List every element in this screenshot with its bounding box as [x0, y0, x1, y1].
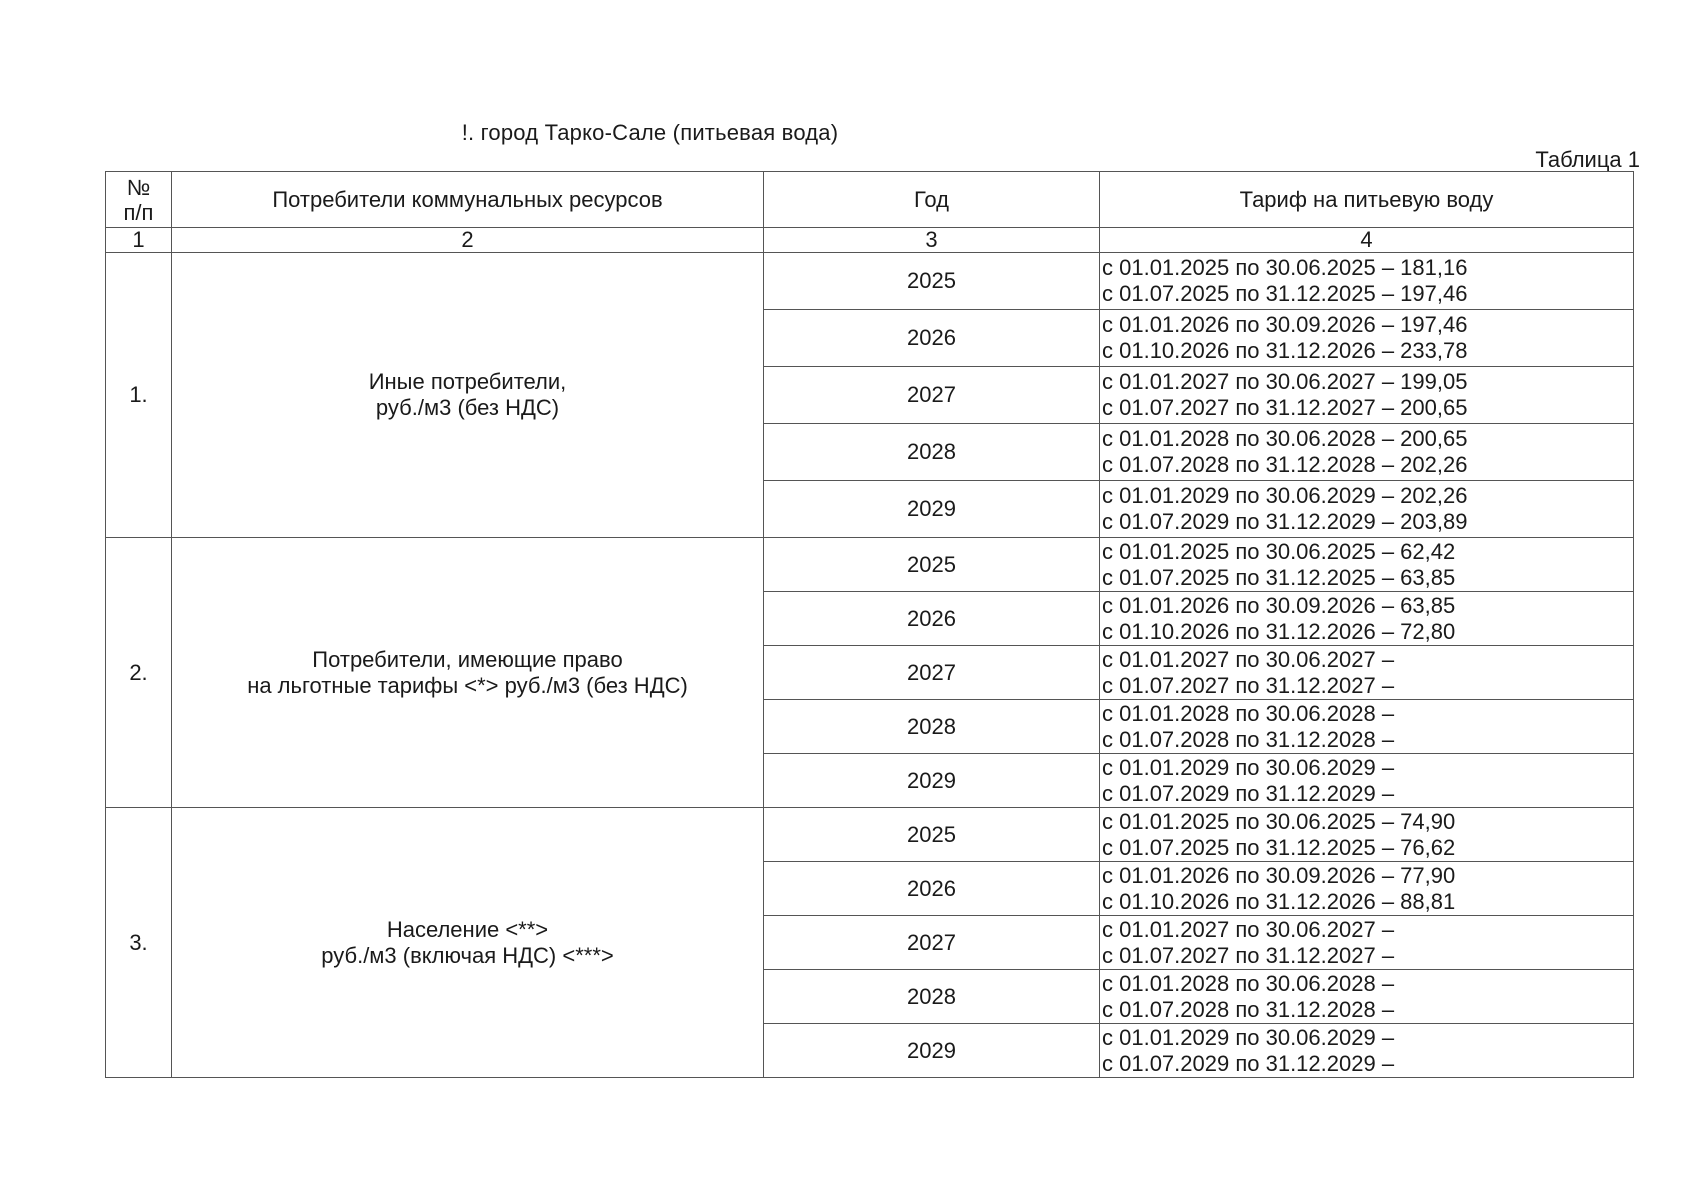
year-cell: 2029: [764, 481, 1100, 538]
tariff-period: с 01.07.2027 по 31.12.2027 – 200,65: [1102, 395, 1468, 420]
header-consumers: Потребители коммунальных ресурсов: [172, 172, 764, 228]
tariff-cell: [1100, 970, 1634, 1024]
tariff-period: с 01.07.2029 по 31.12.2029 – 203,89: [1102, 509, 1468, 534]
tariff-cell: [1100, 424, 1634, 481]
tariff-cell: [1100, 592, 1634, 646]
row-number: 1.: [106, 253, 172, 538]
year-cell: 2027: [764, 916, 1100, 970]
year-cell: 2027: [764, 646, 1100, 700]
consumer-category: [172, 808, 764, 1078]
tariff-period: с 01.07.2028 по 31.12.2028 – 202,26: [1102, 452, 1468, 477]
tariff-period: с 01.01.2029 по 30.06.2029 –: [1102, 1024, 1395, 1050]
document-title: !. город Тарко-Сале (питьевая вода): [461, 120, 839, 145]
year-cell: 2025: [764, 538, 1100, 592]
year-cell: 2025: [764, 253, 1100, 310]
tariff-period: с 01.10.2026 по 31.12.2026 – 88,81: [1102, 888, 1456, 914]
consumer-line: руб./м3 (включая НДС) <***>: [321, 942, 614, 968]
tariff-period: с 01.07.2025 по 31.12.2025 – 197,46: [1102, 281, 1468, 306]
tariff-period: с 01.01.2025 по 30.06.2025 – 181,16: [1102, 255, 1468, 280]
column-number: 1: [106, 228, 172, 253]
tariff-period: с 01.01.2026 по 30.09.2026 – 63,85: [1102, 592, 1456, 618]
year-cell: 2026: [764, 310, 1100, 367]
year-cell: 2027: [764, 367, 1100, 424]
tariff-period: с 01.01.2027 по 30.06.2027 –: [1102, 646, 1395, 672]
consumer-line: на льготные тарифы <*> руб./м3 (без НДС): [247, 672, 688, 698]
row-number: 3.: [106, 808, 172, 1078]
tariff-cell: [1100, 538, 1634, 592]
tariff-period: с 01.07.2028 по 31.12.2028 –: [1102, 726, 1395, 752]
tariff-period: с 01.01.2029 по 30.06.2029 – 202,26: [1102, 483, 1468, 508]
tariff-period: с 01.01.2027 по 30.06.2027 –: [1102, 916, 1395, 942]
tariff-period: с 01.07.2027 по 31.12.2027 –: [1102, 672, 1395, 698]
column-number: 3: [764, 228, 1100, 253]
tariff-period: с 01.07.2029 по 31.12.2029 –: [1102, 780, 1395, 806]
table-row: [106, 253, 1634, 310]
year-cell: 2028: [764, 700, 1100, 754]
consumer-line: Иные потребители,: [368, 369, 567, 394]
consumer-line: Население <**>: [386, 916, 549, 942]
consumer-category: [172, 538, 764, 808]
header-tariff: Тариф на питьевую воду: [1100, 172, 1634, 228]
tariff-cell: [1100, 253, 1634, 310]
year-cell: 2028: [764, 424, 1100, 481]
consumer-line: руб./м3 (без НДС): [375, 395, 560, 420]
column-number: 4: [1100, 228, 1634, 253]
header-num-line2: п/п: [123, 199, 154, 225]
tariff-cell: [1100, 862, 1634, 916]
tariff-period: с 01.01.2028 по 30.06.2028 – 200,65: [1102, 426, 1468, 451]
tariff-cell: [1100, 700, 1634, 754]
tariff-period: с 01.10.2026 по 31.12.2026 – 72,80: [1102, 618, 1456, 644]
year-cell: 2026: [764, 862, 1100, 916]
tariff-cell: [1100, 754, 1634, 808]
header-year: Год: [764, 172, 1100, 228]
tariff-period: с 01.07.2028 по 31.12.2028 –: [1102, 996, 1395, 1022]
tariff-cell: [1100, 481, 1634, 538]
year-cell: 2029: [764, 754, 1100, 808]
consumer-line: Потребители, имеющие право: [312, 646, 623, 672]
tariff-cell: [1100, 310, 1634, 367]
column-number-row: [106, 228, 1634, 253]
tariff-cell: [1100, 916, 1634, 970]
year-cell: 2028: [764, 970, 1100, 1024]
tariff-period: с 01.07.2025 по 31.12.2025 – 63,85: [1102, 564, 1456, 590]
column-number: 2: [172, 228, 764, 253]
tariff-cell: [1100, 1024, 1634, 1078]
tariff-period: с 01.07.2029 по 31.12.2029 –: [1102, 1050, 1395, 1076]
tariff-period: с 01.01.2029 по 30.06.2029 –: [1102, 754, 1395, 780]
tariff-period: с 01.01.2027 по 30.06.2027 – 199,05: [1102, 369, 1468, 394]
tariff-period: с 01.01.2025 по 30.06.2025 – 62,42: [1102, 538, 1456, 564]
year-cell: 2026: [764, 592, 1100, 646]
tariff-cell: [1100, 367, 1634, 424]
tariff-cell: [1100, 646, 1634, 700]
header-num-line1: №: [126, 174, 151, 200]
tariff-period: с 01.07.2025 по 31.12.2025 – 76,62: [1102, 834, 1456, 860]
table-row: [106, 808, 1634, 862]
table-row: [106, 538, 1634, 592]
year-cell: 2029: [764, 1024, 1100, 1078]
tariff-table: [105, 171, 1634, 1078]
row-number: 2.: [106, 538, 172, 808]
consumer-category: [172, 253, 764, 538]
tariff-period: с 01.10.2026 по 31.12.2026 – 233,78: [1102, 338, 1468, 363]
tariff-period: с 01.07.2027 по 31.12.2027 –: [1102, 942, 1395, 968]
tariff-period: с 01.01.2025 по 30.06.2025 – 74,90: [1102, 808, 1456, 834]
tariff-period: с 01.01.2028 по 30.06.2028 –: [1102, 970, 1395, 996]
table-label: Таблица 1: [1535, 147, 1640, 172]
tariff-cell: [1100, 808, 1634, 862]
year-cell: 2025: [764, 808, 1100, 862]
tariff-period: с 01.01.2028 по 30.06.2028 –: [1102, 700, 1395, 726]
header-num: [106, 172, 172, 228]
tariff-period: с 01.01.2026 по 30.09.2026 – 197,46: [1102, 312, 1468, 337]
tariff-period: с 01.01.2026 по 30.09.2026 – 77,90: [1102, 862, 1456, 888]
header-row: [106, 172, 1634, 228]
